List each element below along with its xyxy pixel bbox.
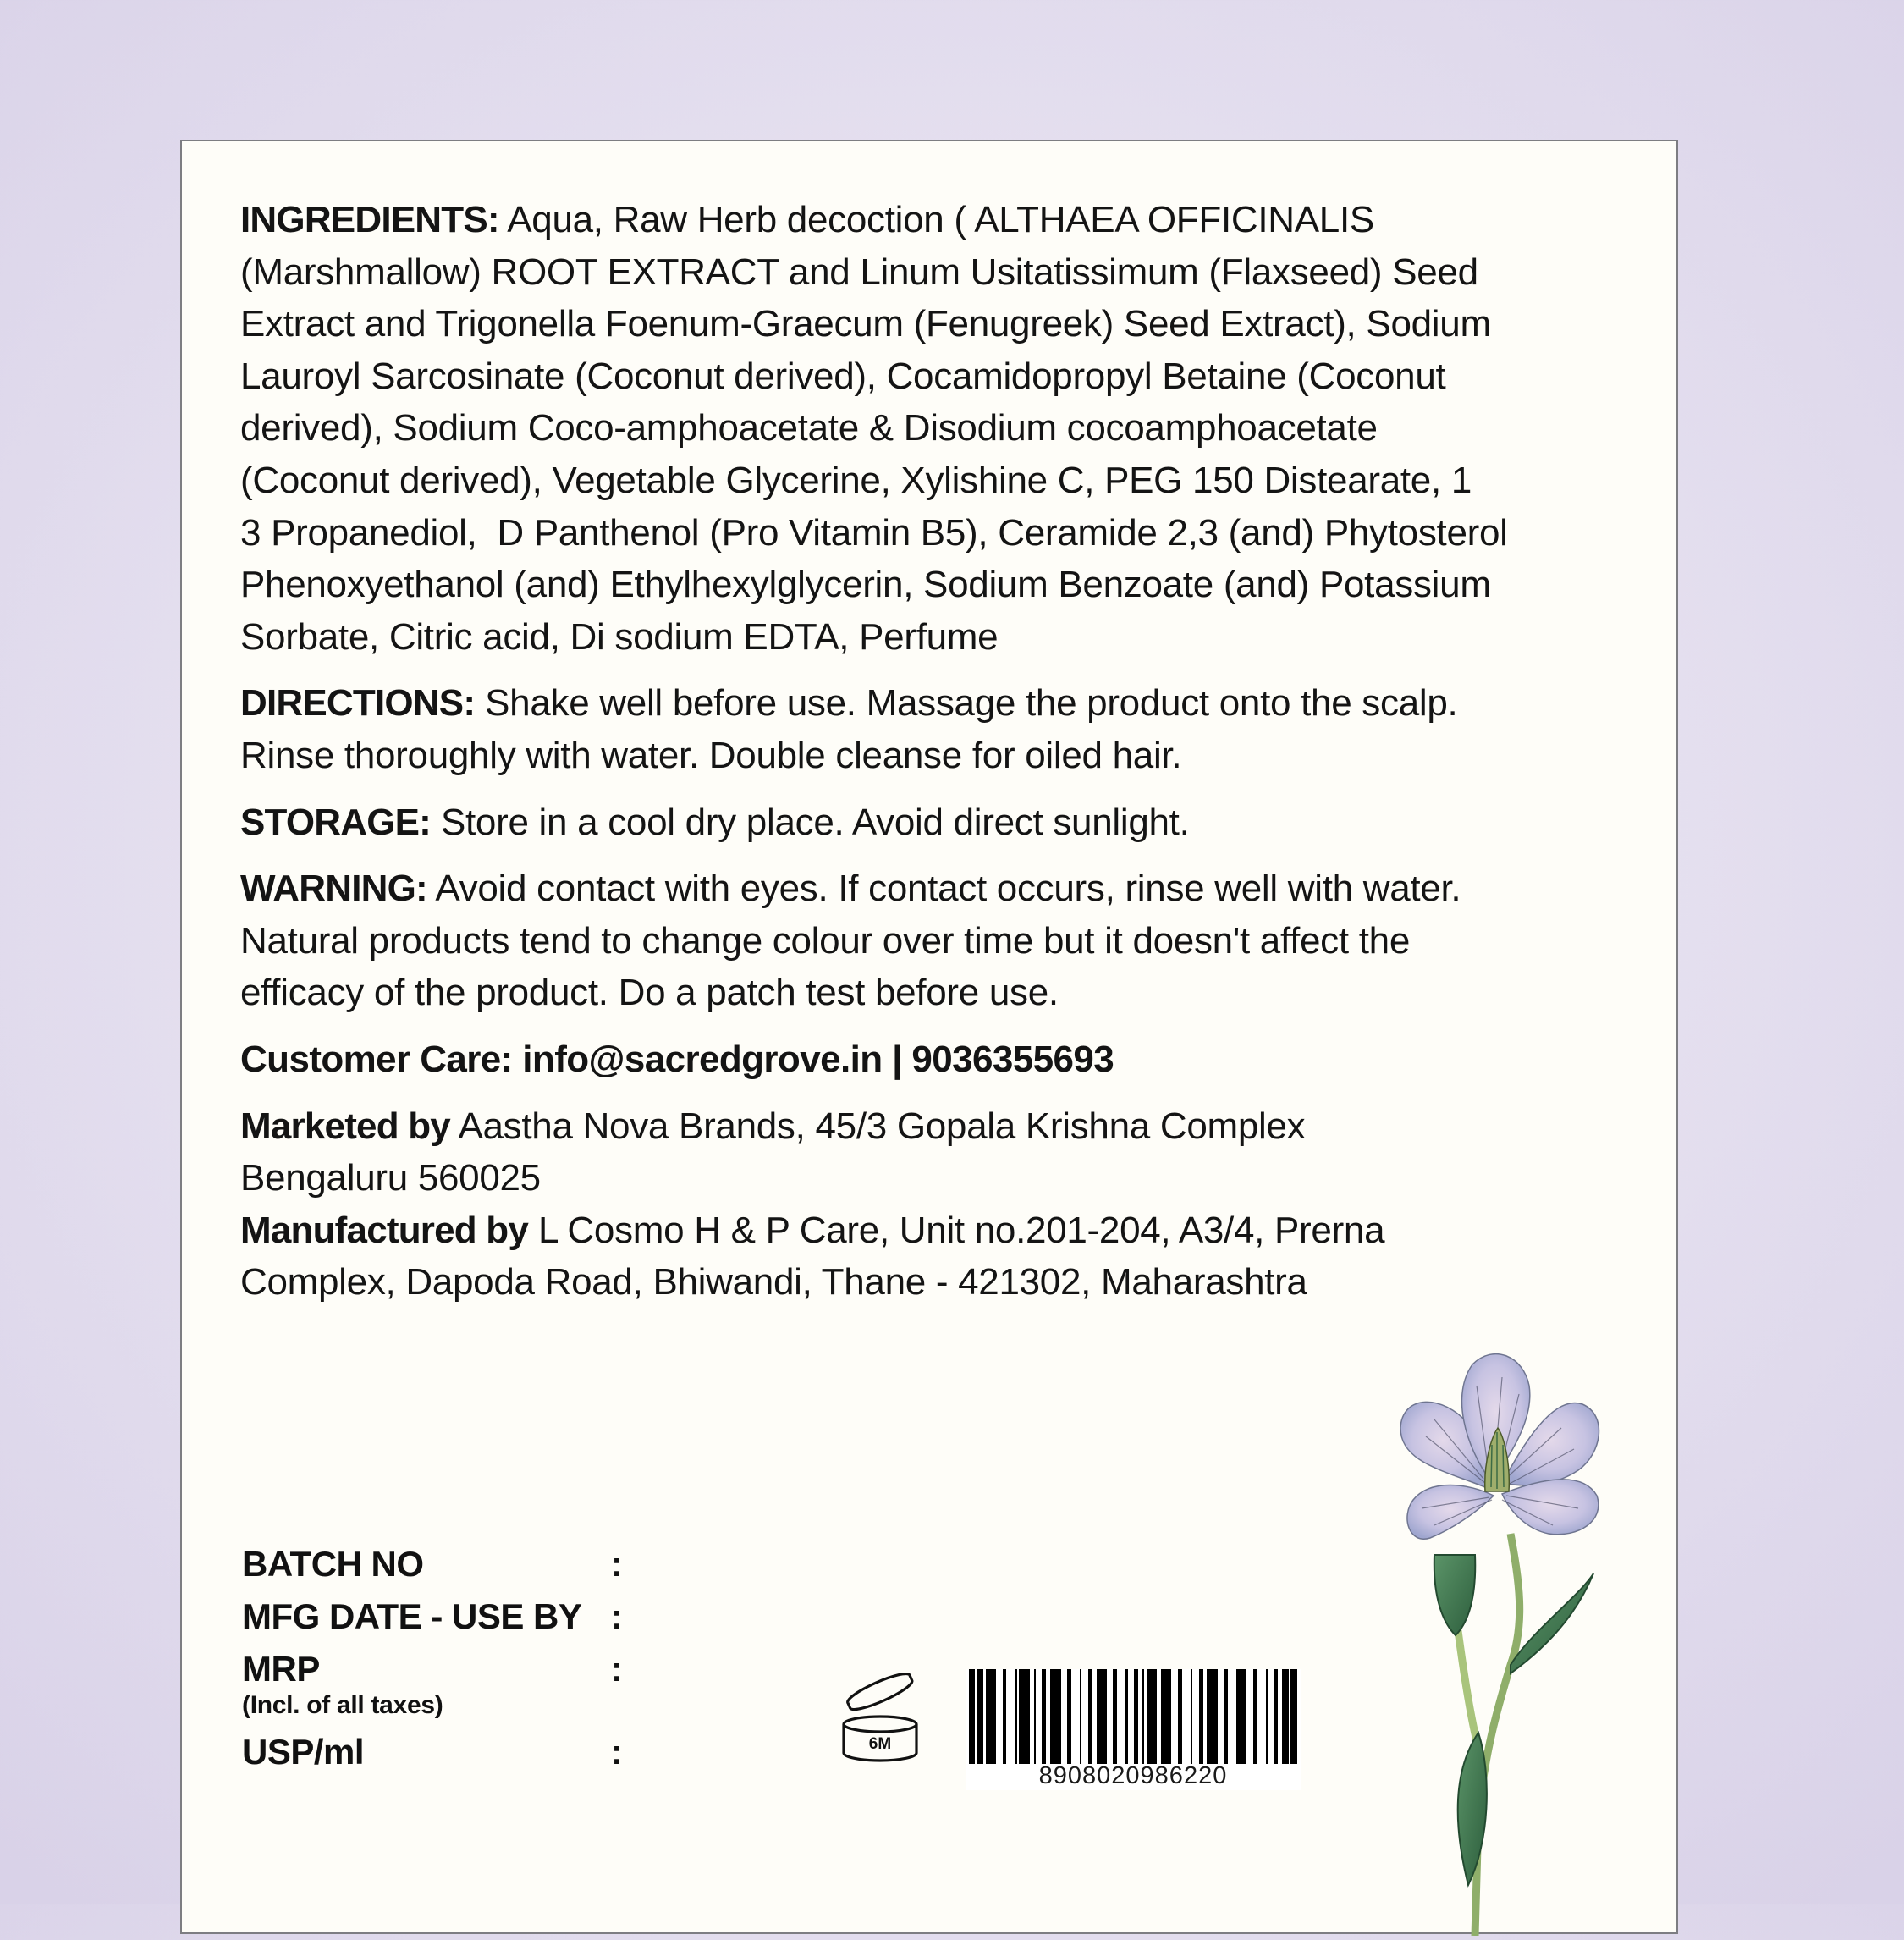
mrp-label: MRP bbox=[242, 1649, 320, 1689]
barcode-gap bbox=[996, 1669, 1002, 1764]
barcode-bar bbox=[1019, 1669, 1029, 1764]
barcode-gap bbox=[1128, 1669, 1134, 1764]
storage-line: Store in a cool dry place. Avoid direct sunlight. bbox=[431, 801, 1190, 843]
pao-period: 6M bbox=[868, 1735, 892, 1753]
barcode-gap bbox=[1036, 1669, 1042, 1764]
barcode bbox=[966, 1669, 1301, 1790]
warning-heading: WARNING: bbox=[240, 868, 427, 910]
ingredients-line: Extract and Trigonella Foenum-Graecum (Fenugreek) Seed Extract), Sodium bbox=[240, 303, 1491, 345]
ingredients-line: (Marshmallow) ROOT EXTRACT and Linum Usitatissimum (Flaxseed) Seed bbox=[240, 251, 1478, 293]
marketed-by-line: Bengaluru 560025 bbox=[240, 1157, 541, 1199]
barcode-bar bbox=[1290, 1669, 1296, 1764]
manufactured-by-section bbox=[240, 1204, 1662, 1309]
barcode-bar bbox=[1282, 1669, 1288, 1764]
batch-no-colon: : bbox=[611, 1544, 623, 1584]
flax-flower-illustration bbox=[1384, 1343, 1621, 1936]
directions-line: Shake well before use. Massage the product onto the scalp. bbox=[475, 682, 1458, 725]
barcode-gap bbox=[1246, 1669, 1252, 1764]
usp-label: USP/ml bbox=[242, 1732, 365, 1772]
barcode-bar bbox=[1147, 1669, 1157, 1764]
usp-row bbox=[242, 1726, 648, 1778]
label-panel bbox=[180, 140, 1678, 1934]
barcode-gap bbox=[1107, 1669, 1113, 1764]
barcode-bar bbox=[1050, 1669, 1060, 1764]
barcode-gap bbox=[1257, 1669, 1266, 1764]
barcode-gap bbox=[1061, 1669, 1067, 1764]
ingredients-line: Lauroyl Sarcosinate (Coconut derived), Cocamidopropyl Betaine (Coconut bbox=[240, 355, 1446, 397]
directions-heading: DIRECTIONS: bbox=[240, 682, 476, 725]
usp-colon: : bbox=[611, 1732, 623, 1772]
customer-care: Customer Care: info@sacredgrove.in | 9036355693 bbox=[240, 1038, 1114, 1080]
barcode-number: 8908020986220 bbox=[1038, 1762, 1228, 1789]
mrp-colon: : bbox=[611, 1649, 623, 1689]
barcode-bar bbox=[1097, 1669, 1107, 1764]
mfg-date-label: MFG DATE - USE BY bbox=[242, 1596, 582, 1636]
directions-section bbox=[240, 677, 1662, 781]
ingredients-line: (Coconut derived), Vegetable Glycerine, Xylishine C, PEG 150 Distearate, 1 bbox=[240, 459, 1472, 501]
warning-section bbox=[240, 863, 1662, 1019]
warning-line: Avoid contact with eyes. If contact occurs, rinse well with water. bbox=[426, 868, 1461, 910]
mfg-date-row bbox=[242, 1590, 648, 1643]
barcode-bar bbox=[986, 1669, 996, 1764]
barcode-bar bbox=[969, 1669, 975, 1764]
barcode-gap bbox=[1182, 1669, 1191, 1764]
batch-no-label: BATCH NO bbox=[242, 1544, 424, 1584]
mrp-row bbox=[242, 1643, 648, 1695]
barcode-bars bbox=[969, 1669, 1297, 1764]
warning-line: efficacy of the product. Do a patch test before use. bbox=[240, 972, 1059, 1014]
barcode-gap bbox=[1171, 1669, 1177, 1764]
barcode-bar bbox=[1207, 1669, 1217, 1764]
barcode-gap bbox=[1228, 1669, 1236, 1764]
open-jar-icon bbox=[838, 1673, 922, 1762]
mfg-date-colon: : bbox=[611, 1596, 623, 1636]
ingredients-line: derived), Sodium Coco-amphoacetate & Disodium cocoamphoacetate bbox=[240, 407, 1378, 449]
directions-line: Rinse thoroughly with water. Double cleanse for oiled hair. bbox=[240, 734, 1182, 776]
barcode-bar bbox=[977, 1669, 983, 1764]
ingredients-line: Phenoxyethanol (and) Ethylhexylglycerin, Sodium Benzoate (and) Potassium bbox=[240, 564, 1491, 606]
barcode-gap bbox=[1117, 1669, 1125, 1764]
barcode-gap bbox=[1192, 1669, 1198, 1764]
warning-line: Natural products tend to change colour over time but it doesn't affect the bbox=[240, 919, 1410, 962]
marketed-by-heading: Marketed by bbox=[240, 1105, 450, 1147]
barcode-bar bbox=[1161, 1669, 1171, 1764]
ingredients-heading: INGREDIENTS: bbox=[240, 199, 499, 240]
manufactured-by-heading: Manufactured by bbox=[240, 1209, 529, 1251]
batch-info bbox=[242, 1538, 648, 1778]
label-text bbox=[240, 194, 1662, 1309]
manufactured-by-line: Complex, Dapoda Road, Bhiwandi, Thane - 421302, Maharashtra bbox=[240, 1261, 1307, 1303]
barcode-gap bbox=[1081, 1669, 1087, 1764]
storage-section bbox=[240, 796, 1662, 849]
barcode-gap bbox=[1268, 1669, 1274, 1764]
marketed-by-line: Aastha Nova Brands, 45/3 Gopala Krishna Complex bbox=[449, 1105, 1306, 1147]
barcode-gap bbox=[1006, 1669, 1015, 1764]
barcode-gap bbox=[1218, 1669, 1224, 1764]
ingredients-line: 3 Propanediol, D Panthenol (Pro Vitamin B5), Ceramide 2,3 (and) Phytosterol bbox=[240, 511, 1508, 554]
barcode-bar bbox=[1236, 1669, 1246, 1764]
ingredients-line: Aqua, Raw Herb decoction ( ALTHAEA OFFICINALIS bbox=[498, 199, 1374, 240]
batch-no-row bbox=[242, 1538, 648, 1590]
ingredients-line: Sorbate, Citric acid, Di sodium EDTA, Perfume bbox=[240, 615, 999, 658]
manufactured-by-line: L Cosmo H & P Care, Unit no.201-204, A3/4, Prerna bbox=[528, 1209, 1385, 1251]
storage-heading: STORAGE: bbox=[240, 801, 432, 843]
marketed-by-section bbox=[240, 1100, 1662, 1204]
ingredients-section bbox=[240, 194, 1662, 663]
mrp-tax-note: (Incl. of all taxes) bbox=[242, 1691, 443, 1719]
barcode-gap bbox=[1071, 1669, 1080, 1764]
